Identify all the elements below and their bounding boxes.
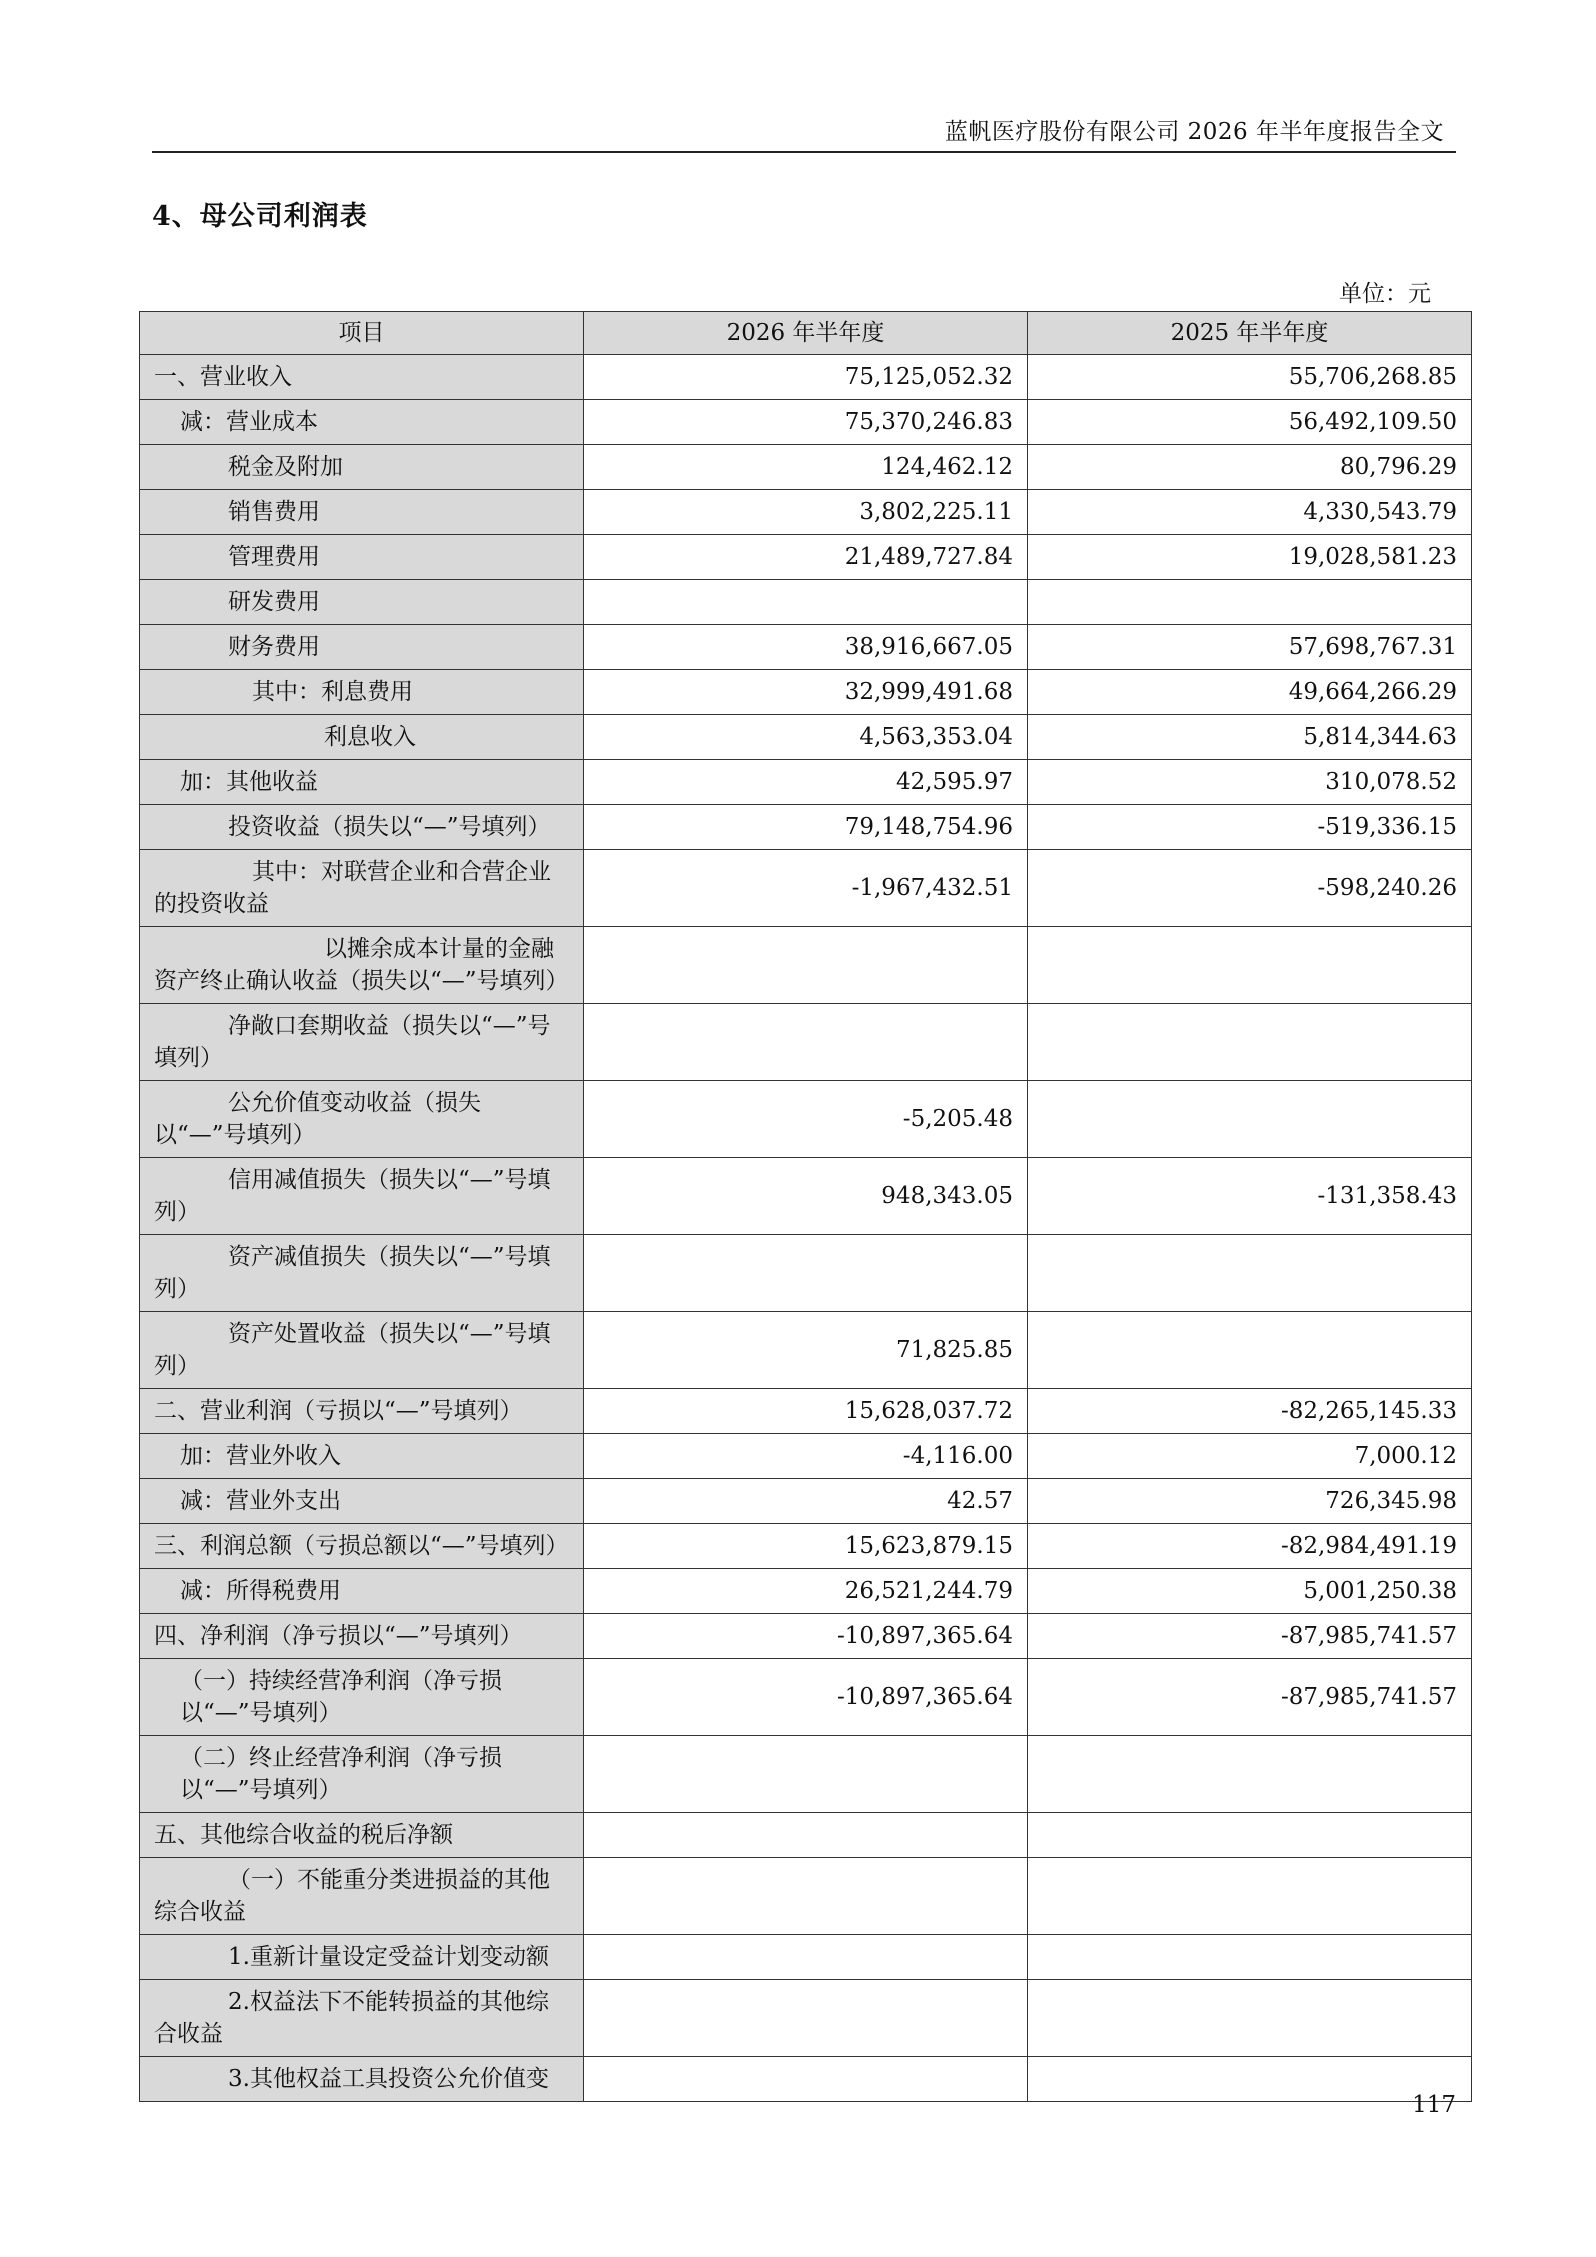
- row-label: 研发费用: [140, 580, 584, 625]
- row-label: 减：营业外支出: [140, 1479, 584, 1524]
- row-label: （一）不能重分类进损益的其他综合收益: [140, 1858, 584, 1935]
- value-2026: -5,205.48: [584, 1081, 1028, 1158]
- row-label: 其中：对联营企业和合营企业的投资收益: [140, 850, 584, 927]
- row-label: （二）终止经营净利润（净亏损以“—”号填列）: [140, 1736, 584, 1813]
- table-row: [140, 715, 1472, 760]
- row-label: 财务费用: [140, 625, 584, 670]
- row-label: 加：其他收益: [140, 760, 584, 805]
- table-row: [140, 580, 1472, 625]
- table-row: [140, 1736, 1472, 1813]
- table-row: [140, 1980, 1472, 2057]
- row-label: 销售费用: [140, 490, 584, 535]
- table-header-row: [140, 312, 1472, 355]
- row-label: 信用减值损失（损失以“—”号填列）: [140, 1158, 584, 1235]
- value-2026: 948,343.05: [584, 1158, 1028, 1235]
- value-2026: [584, 580, 1028, 625]
- value-2025: [1028, 580, 1472, 625]
- table-row: [140, 2057, 1472, 2102]
- value-2026: [584, 1935, 1028, 1980]
- value-2026: 71,825.85: [584, 1312, 1028, 1389]
- value-2026: -1,967,432.51: [584, 850, 1028, 927]
- value-2026: 15,623,879.15: [584, 1524, 1028, 1569]
- table-row: [140, 1081, 1472, 1158]
- table-row: [140, 1614, 1472, 1659]
- table-row: [140, 927, 1472, 1004]
- value-2025: [1028, 1935, 1472, 1980]
- value-2026: 124,462.12: [584, 445, 1028, 490]
- value-2026: 75,370,246.83: [584, 400, 1028, 445]
- value-2025: [1028, 1858, 1472, 1935]
- value-2025: [1028, 1980, 1472, 2057]
- table-row: [140, 1858, 1472, 1935]
- value-2026: 26,521,244.79: [584, 1569, 1028, 1614]
- table-row: [140, 400, 1472, 445]
- value-2026: [584, 927, 1028, 1004]
- value-2025: -82,984,491.19: [1028, 1524, 1472, 1569]
- report-header-title: 蓝帆医疗股份有限公司 2026 年半年度报告全文: [944, 119, 1444, 145]
- table-row: [140, 760, 1472, 805]
- value-2025: 4,330,543.79: [1028, 490, 1472, 535]
- value-2025: -131,358.43: [1028, 1158, 1472, 1235]
- row-label: 资产减值损失（损失以“—”号填列）: [140, 1235, 584, 1312]
- value-2026: [584, 1235, 1028, 1312]
- value-2026: 4,563,353.04: [584, 715, 1028, 760]
- value-2025: -598,240.26: [1028, 850, 1472, 927]
- value-2026: -4,116.00: [584, 1434, 1028, 1479]
- row-label: 减：所得税费用: [140, 1569, 584, 1614]
- value-2025: 726,345.98: [1028, 1479, 1472, 1524]
- table-row: [140, 1569, 1472, 1614]
- value-2026: 42,595.97: [584, 760, 1028, 805]
- table-row: [140, 1479, 1472, 1524]
- value-2025: 55,706,268.85: [1028, 355, 1472, 400]
- row-label: 管理费用: [140, 535, 584, 580]
- value-2025: [1028, 2057, 1472, 2102]
- value-2026: 32,999,491.68: [584, 670, 1028, 715]
- value-2026: 21,489,727.84: [584, 535, 1028, 580]
- table-row: [140, 490, 1472, 535]
- value-2025: 49,664,266.29: [1028, 670, 1472, 715]
- value-2025: -87,985,741.57: [1028, 1659, 1472, 1736]
- row-label: 二、营业利润（亏损以“—”号填列）: [140, 1389, 584, 1434]
- value-2026: [584, 1813, 1028, 1858]
- header-divider: [152, 151, 1456, 153]
- row-label: 五、其他综合收益的税后净额: [140, 1813, 584, 1858]
- value-2026: [584, 2057, 1028, 2102]
- value-2025: 5,001,250.38: [1028, 1569, 1472, 1614]
- table-row: [140, 1235, 1472, 1312]
- table-row: [140, 625, 1472, 670]
- value-2026: [584, 1858, 1028, 1935]
- value-2025: [1028, 927, 1472, 1004]
- value-2026: -10,897,365.64: [584, 1614, 1028, 1659]
- table-row: [140, 1434, 1472, 1479]
- row-label: 一、营业收入: [140, 355, 584, 400]
- row-label: 其中：利息费用: [140, 670, 584, 715]
- page-number: 117: [1412, 2092, 1456, 2118]
- row-label: 1.重新计量设定受益计划变动额: [140, 1935, 584, 1980]
- value-2025: 80,796.29: [1028, 445, 1472, 490]
- row-label: 投资收益（损失以“—”号填列）: [140, 805, 584, 850]
- value-2026: 38,916,667.05: [584, 625, 1028, 670]
- row-label: 2.权益法下不能转损益的其他综合收益: [140, 1980, 584, 2057]
- table-row: [140, 1158, 1472, 1235]
- row-label: 利息收入: [140, 715, 584, 760]
- value-2026: 79,148,754.96: [584, 805, 1028, 850]
- row-label: 加：营业外收入: [140, 1434, 584, 1479]
- value-2025: 7,000.12: [1028, 1434, 1472, 1479]
- column-header-2025h1: 2025 年半年度: [1028, 312, 1472, 355]
- table-row: [140, 1004, 1472, 1081]
- value-2026: 75,125,052.32: [584, 355, 1028, 400]
- value-2025: 57,698,767.31: [1028, 625, 1472, 670]
- value-2026: [584, 1980, 1028, 2057]
- value-2025: -87,985,741.57: [1028, 1614, 1472, 1659]
- row-label: 公允价值变动收益（损失以“—”号填列）: [140, 1081, 584, 1158]
- table-row: [140, 355, 1472, 400]
- value-2026: [584, 1736, 1028, 1813]
- value-2026: 3,802,225.11: [584, 490, 1028, 535]
- value-2025: 310,078.52: [1028, 760, 1472, 805]
- value-2026: [584, 1004, 1028, 1081]
- table-row: [140, 1813, 1472, 1858]
- value-2025: [1028, 1081, 1472, 1158]
- value-2025: [1028, 1235, 1472, 1312]
- unit-label: 单位：元: [1339, 281, 1431, 307]
- value-2025: [1028, 1004, 1472, 1081]
- income-statement-table: [139, 311, 1472, 2102]
- row-label: 资产处置收益（损失以“—”号填列）: [140, 1312, 584, 1389]
- table-row: [140, 1935, 1472, 1980]
- table-row: [140, 535, 1472, 580]
- value-2025: [1028, 1813, 1472, 1858]
- table-row: [140, 850, 1472, 927]
- value-2025: 19,028,581.23: [1028, 535, 1472, 580]
- table-row: [140, 1659, 1472, 1736]
- row-label: 以摊余成本计量的金融资产终止确认收益（损失以“—”号填列）: [140, 927, 584, 1004]
- row-label: 税金及附加: [140, 445, 584, 490]
- table-row: [140, 1389, 1472, 1434]
- row-label: （一）持续经营净利润（净亏损以“—”号填列）: [140, 1659, 584, 1736]
- value-2025: [1028, 1312, 1472, 1389]
- column-header-item: 项目: [140, 312, 584, 355]
- table-row: [140, 1312, 1472, 1389]
- value-2026: 15,628,037.72: [584, 1389, 1028, 1434]
- table-row: [140, 670, 1472, 715]
- row-label: 减：营业成本: [140, 400, 584, 445]
- row-label: 3.其他权益工具投资公允价值变: [140, 2057, 584, 2102]
- value-2025: -82,265,145.33: [1028, 1389, 1472, 1434]
- value-2025: -519,336.15: [1028, 805, 1472, 850]
- value-2025: 5,814,344.63: [1028, 715, 1472, 760]
- column-header-2026h1: 2026 年半年度: [584, 312, 1028, 355]
- row-label: 净敞口套期收益（损失以“—”号填列）: [140, 1004, 584, 1081]
- row-label: 四、净利润（净亏损以“—”号填列）: [140, 1614, 584, 1659]
- table-row: [140, 1524, 1472, 1569]
- table-row: [140, 805, 1472, 850]
- value-2026: 42.57: [584, 1479, 1028, 1524]
- value-2025: 56,492,109.50: [1028, 400, 1472, 445]
- value-2026: -10,897,365.64: [584, 1659, 1028, 1736]
- table-row: [140, 445, 1472, 490]
- section-title: 4、母公司利润表: [152, 201, 368, 232]
- value-2025: [1028, 1736, 1472, 1813]
- row-label: 三、利润总额（亏损总额以“—”号填列）: [140, 1524, 584, 1569]
